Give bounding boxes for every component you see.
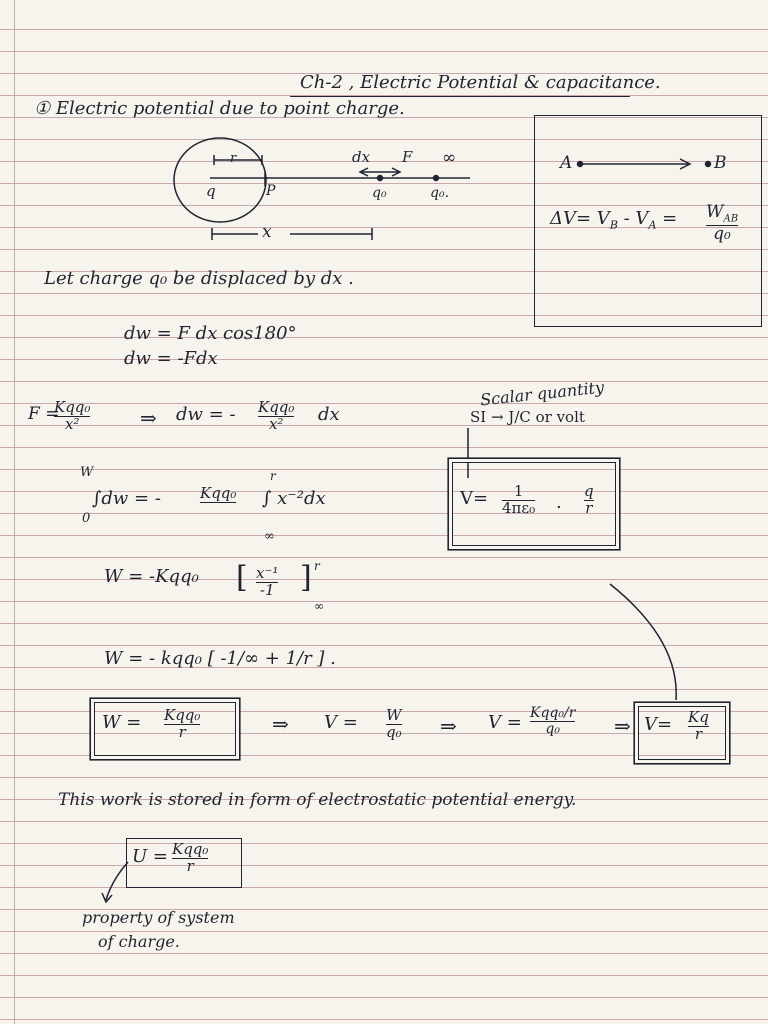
property-note-line-1: property of system bbox=[82, 908, 235, 927]
v2-fraction: Kqq₀/r q₀ bbox=[530, 705, 576, 737]
dw-3-fraction: Kqq₀ x² bbox=[258, 398, 295, 433]
potential-formula-lhs: V= bbox=[460, 488, 489, 509]
implies-arrow-1: ⇒ bbox=[140, 406, 157, 430]
potential-energy-fraction: Kqq₀ r bbox=[172, 840, 209, 875]
work-result-fraction: Kqq₀ r bbox=[164, 706, 201, 741]
bracket-lower-limit: ∞ bbox=[314, 599, 324, 613]
implies-arrow-2: ⇒ bbox=[272, 712, 289, 736]
coulomb-constant-fraction: 1 4πε₀ bbox=[502, 482, 536, 517]
potential-energy-lhs: U = bbox=[132, 846, 168, 867]
q0-label: q₀ bbox=[372, 185, 387, 201]
dw-3-lhs: dw = - bbox=[176, 404, 236, 425]
work-per-charge-fraction: $W_{AB}$ q₀ bbox=[706, 202, 739, 244]
title-underline bbox=[290, 96, 630, 97]
work-line-1: W = -Kqq₀ bbox=[104, 566, 199, 587]
multiply-dot: . bbox=[556, 492, 562, 513]
bracket-right: ] bbox=[300, 560, 312, 595]
v-equals-fraction: W q₀ bbox=[386, 706, 402, 741]
bracket-left: [ bbox=[236, 560, 248, 595]
integral-lhs: ∫dw = - bbox=[92, 488, 161, 509]
work-stored-sentence: This work is stored in form of electrostatic potential energy. bbox=[58, 790, 577, 810]
page-title: Ch-2 , Electric Potential & capacitance. bbox=[300, 72, 661, 93]
q0-far-label: q₀. bbox=[430, 185, 450, 201]
scalar-quantity-note: Scalar quantity bbox=[479, 377, 605, 410]
implies-arrow-3: ⇒ bbox=[440, 714, 457, 738]
implies-arrow-4: ⇒ bbox=[614, 714, 631, 738]
potential-difference-lhs: $\Delta V= V_B - V_A$ = bbox=[550, 208, 678, 232]
property-note-line-2: of charge. bbox=[98, 932, 180, 951]
si-unit-note: SI → J/C or volt bbox=[470, 408, 585, 426]
dw-equation-1: dw = F dx cos180° bbox=[124, 323, 297, 344]
force-fraction: Kqq₀ x² bbox=[54, 398, 91, 433]
r-label: r bbox=[230, 151, 237, 166]
integral-upper-limit: W bbox=[80, 465, 94, 480]
bracket-upper-limit: r bbox=[314, 559, 320, 573]
infinity-label: ∞ bbox=[442, 148, 457, 168]
point-a-label: A bbox=[560, 153, 573, 173]
dw-3-rhs: dx bbox=[318, 404, 340, 425]
integral-r-limit: r bbox=[270, 469, 276, 483]
integral-constant: Kqq₀ bbox=[200, 484, 237, 502]
force-lhs: F = bbox=[28, 404, 60, 424]
v2-lhs: V = bbox=[488, 712, 522, 733]
work-line-2: W = - kqq₀ [ -1/∞ + 1/r ] . bbox=[104, 648, 336, 669]
bracket-fraction: x⁻¹ -1 bbox=[256, 564, 279, 599]
work-result-lhs: W = bbox=[102, 712, 142, 733]
f-label: F bbox=[402, 148, 413, 166]
x-label: x bbox=[262, 222, 272, 242]
section-heading: ① Electric potential due to point charge. bbox=[34, 98, 405, 119]
potential-result-lhs: V= bbox=[644, 714, 673, 735]
integral-rhs: ∫ x⁻²dx bbox=[262, 488, 326, 509]
potential-result-fraction: Kq r bbox=[688, 708, 709, 743]
integral-inf-limit: ∞ bbox=[264, 529, 275, 544]
integral-lower-limit: 0 bbox=[82, 511, 91, 526]
p-label: P bbox=[266, 183, 276, 199]
let-charge-line: Let charge q₀ be displaced by dx . bbox=[44, 268, 354, 289]
point-b-label: B bbox=[714, 153, 727, 173]
q-label: q bbox=[206, 182, 216, 200]
dw-equation-2: dw = -Fdx bbox=[124, 348, 218, 369]
charge-over-r-fraction: q r bbox=[584, 482, 594, 517]
v-equals-lhs: V = bbox=[324, 712, 358, 733]
dx-label: dx bbox=[352, 148, 371, 166]
margin-line bbox=[14, 0, 15, 1024]
